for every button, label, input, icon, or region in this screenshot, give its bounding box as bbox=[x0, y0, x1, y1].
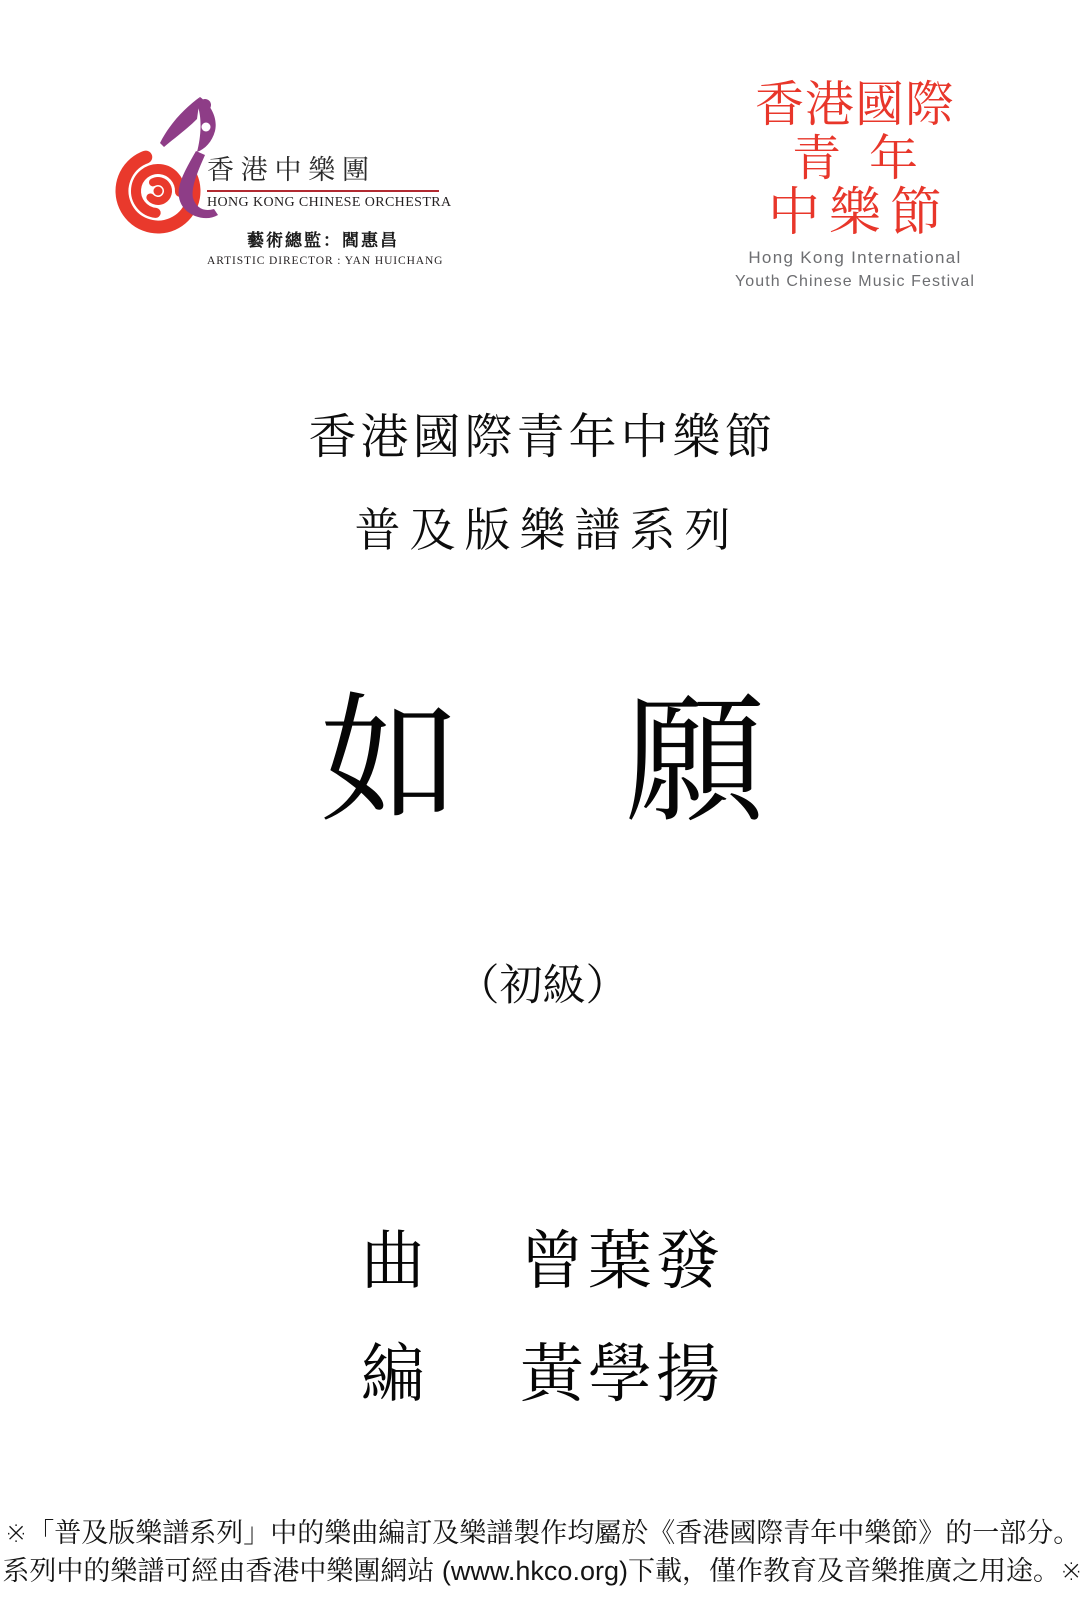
footer-line1: ※「普及版樂譜系列」中的樂曲編訂及樂譜製作均屬於《香港國際青年中樂節》的一部分。 bbox=[4, 1518, 1081, 1548]
footer-line2: 系列中的樂譜可經由香港中樂團網站 (www.hkco.org)下載，僅作教育及音樂推廣之用途。※ bbox=[2, 1556, 1083, 1586]
arranger-name: 黃學揚 bbox=[520, 1339, 724, 1411]
series-name: 普及版樂譜系列 bbox=[354, 505, 740, 556]
footer-note bbox=[0, 1514, 1085, 1590]
artistic-director-english: ARTISTIC DIRECTOR : YAN HUICHANG bbox=[207, 255, 444, 268]
artistic-director-chinese: 藝術總監：閻惠昌 bbox=[247, 231, 399, 251]
arranger-role-label: 編 bbox=[361, 1339, 425, 1411]
festival-logo bbox=[733, 78, 977, 291]
piece-title-char1: 如 bbox=[319, 685, 460, 840]
figure-white-dot bbox=[202, 123, 211, 132]
level-label: （初級） bbox=[456, 963, 629, 1010]
credits bbox=[361, 1226, 724, 1411]
composer-name: 曾葉發 bbox=[520, 1226, 724, 1297]
red-spiral-center bbox=[154, 187, 163, 196]
festival-logo-row1: 香港國際 bbox=[754, 78, 955, 132]
series-subtitle bbox=[0, 398, 1085, 560]
hkco-chinese-name: 香 港 中 樂 團 bbox=[207, 155, 369, 185]
festival-logo-row2: 青年 bbox=[791, 132, 946, 186]
festival-english-line2: Youth Chinese Music Festival bbox=[734, 273, 976, 290]
festival-logo-cjk bbox=[733, 78, 977, 240]
piece-title bbox=[0, 686, 1085, 840]
composer-role-label: 曲 bbox=[361, 1226, 425, 1297]
festival-english-line1: Hong Kong International bbox=[748, 248, 962, 267]
series-festival-name: 香港國際青年中樂節 bbox=[308, 411, 777, 464]
hkco-logo-text bbox=[207, 155, 452, 268]
hkco-english-name: HONG KONG CHINESE ORCHESTRA bbox=[207, 195, 452, 211]
hkco-logo bbox=[100, 80, 452, 270]
piece-title-char2: 願 bbox=[625, 685, 766, 840]
festival-logo-row3: 中樂節 bbox=[767, 184, 951, 242]
hkco-divider-rule bbox=[207, 190, 439, 192]
